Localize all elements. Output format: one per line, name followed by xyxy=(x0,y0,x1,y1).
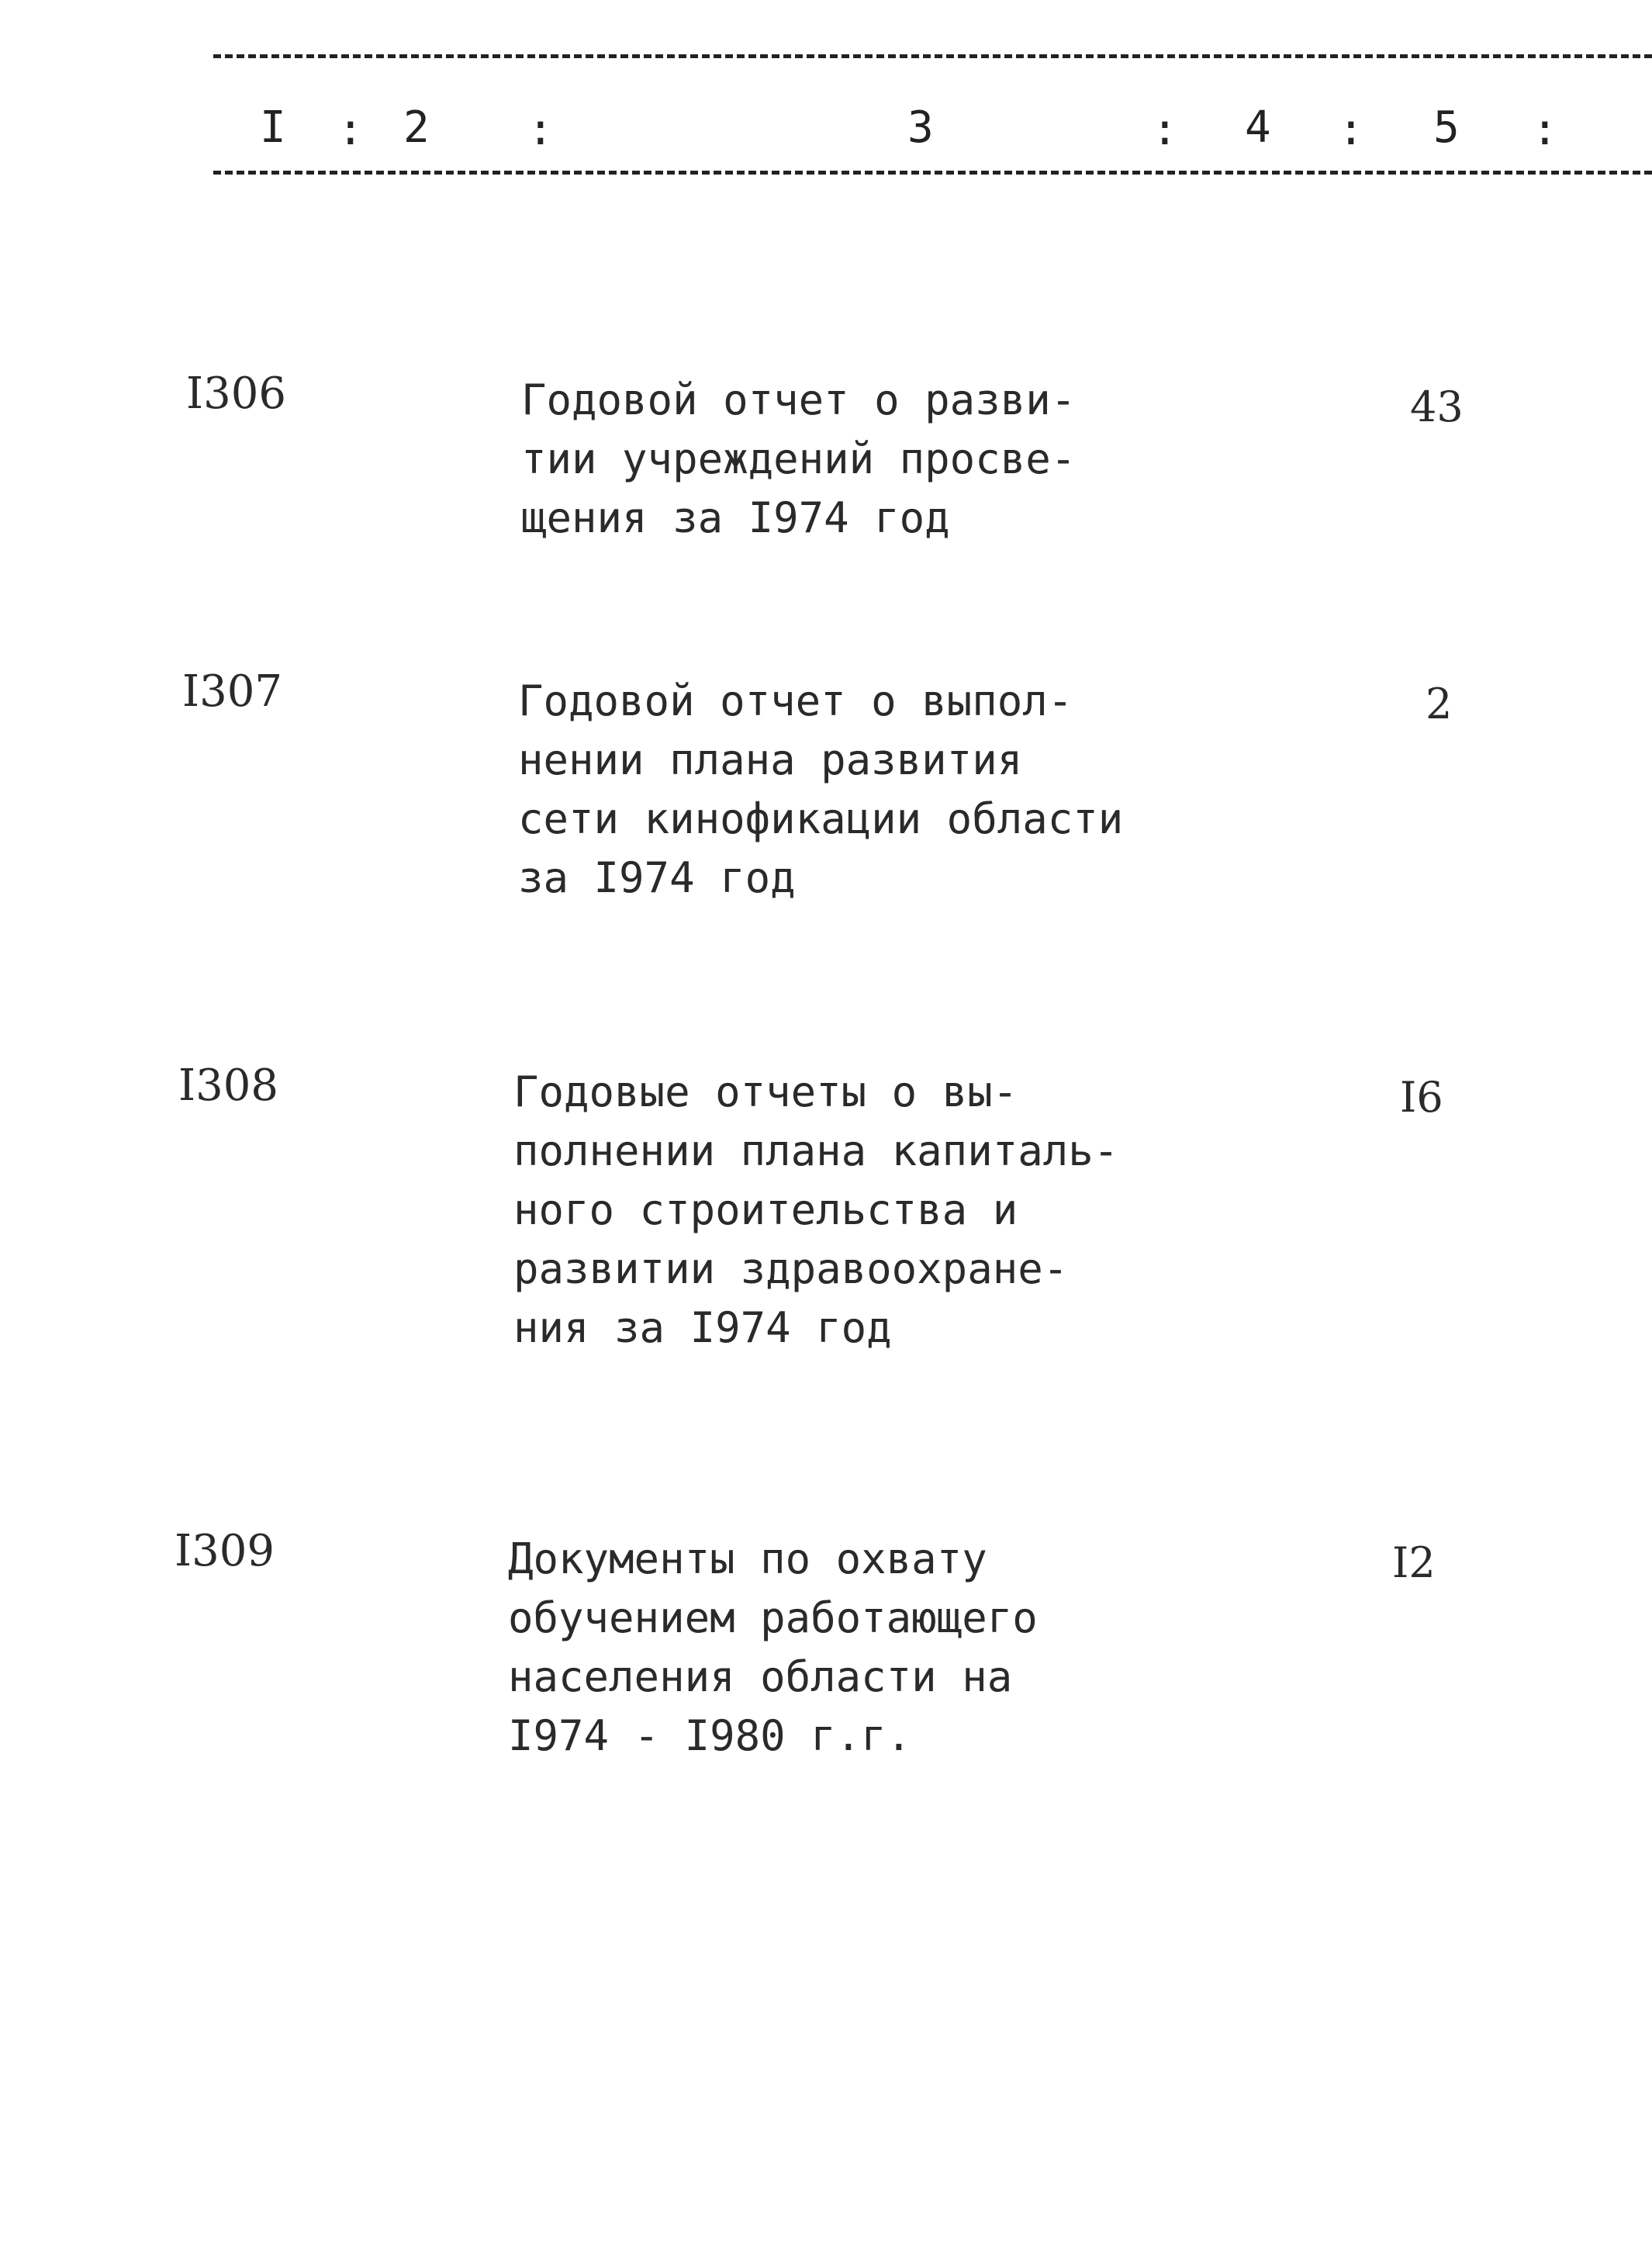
record-title-line: ного строительства и xyxy=(513,1185,1018,1234)
header-rule-bottom xyxy=(213,171,1652,175)
record-count: 43 xyxy=(1410,382,1464,431)
record-title-line: сети кинофикации области xyxy=(518,794,1124,843)
record-title-line: тии учреждений просве- xyxy=(521,434,1077,483)
record-title-line: Годовой отчет о разви- xyxy=(521,375,1077,424)
record-title xyxy=(518,672,1154,908)
header-col-5: 5 xyxy=(1433,102,1460,153)
header-col-2: 2 xyxy=(403,102,430,153)
header-separator: : xyxy=(527,105,554,155)
record-title-line: Годовые отчеты о вы- xyxy=(513,1067,1018,1116)
record-count: I6 xyxy=(1400,1073,1443,1122)
header-separator: : xyxy=(1338,105,1364,155)
record-title xyxy=(521,371,1157,548)
record-number: I308 xyxy=(178,1060,279,1111)
record-title xyxy=(513,1063,1149,1358)
header-col-3: 3 xyxy=(907,102,934,153)
header-col-4: 4 xyxy=(1245,102,1271,153)
record-title-line: ния за I974 год xyxy=(513,1303,892,1352)
record-title-line: Годовой отчет о выпол- xyxy=(518,676,1073,725)
record-number: I306 xyxy=(186,368,287,419)
record-number: I309 xyxy=(175,1526,275,1576)
record-title-line: развитии здравоохране- xyxy=(513,1244,1069,1293)
header-rule-top xyxy=(213,54,1652,58)
record-title-line: обучением работающего xyxy=(508,1593,1038,1642)
record-title-line: полнении плана капиталь- xyxy=(513,1126,1119,1175)
header-separator: : xyxy=(1152,105,1178,155)
record-count: 2 xyxy=(1426,680,1453,728)
header-col-1: I xyxy=(260,102,286,153)
header-separator: : xyxy=(337,105,364,155)
record-title-line: населения области на xyxy=(508,1652,1013,1701)
record-title xyxy=(508,1530,1144,1766)
record-title-line: Документы по охвату xyxy=(508,1534,987,1583)
record-number: I307 xyxy=(182,666,283,717)
record-title-line: щения за I974 год xyxy=(521,493,950,542)
record-title-line: за I974 год xyxy=(518,853,796,902)
record-title-line: нении плана развития xyxy=(518,735,1023,784)
record-title-line: I974 - I980 г.г. xyxy=(508,1711,912,1760)
record-count: I2 xyxy=(1392,1538,1436,1587)
header-separator: : xyxy=(1532,105,1558,155)
